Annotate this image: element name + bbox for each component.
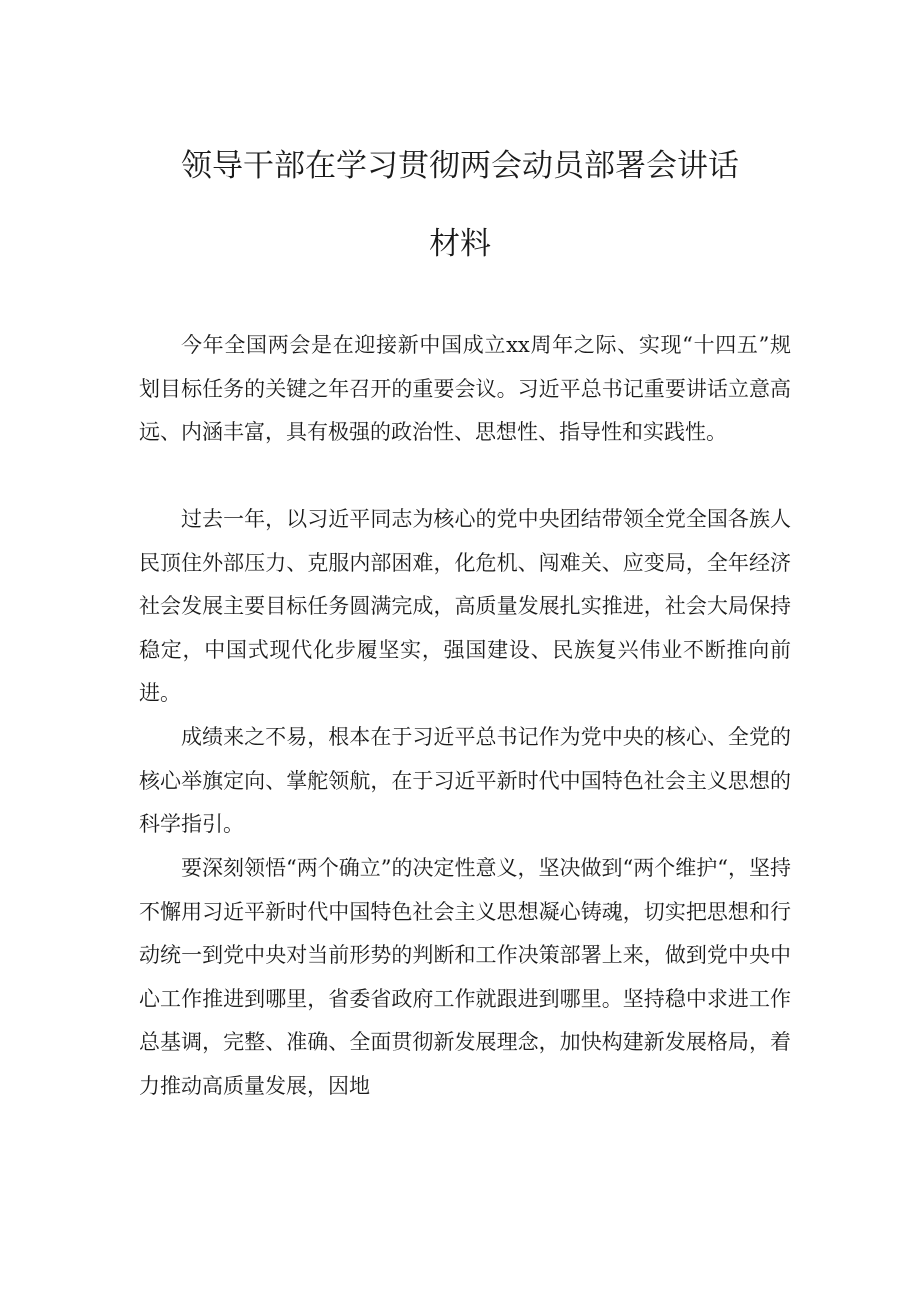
paragraph-2: 过去一年，以习近平同志为核心的党中央团结带领全党全国各族人民顶住外部压力、克服内部困难，化危机、闯难关、应变局，全年经济社会发展主要目标任务圆满完成，高质量发展扎实推进，社会大局保持稳定，中国式现代化步履坚实，强国建设、民族复兴伟业不断推向前进。 [139, 507, 791, 705]
document-title-line-1: 领导干部在学习贯彻两会动员部署会讲话 [181, 148, 739, 184]
paragraph-4: 要深刻领悟“两个确立”的决定性意义，坚决做到“两个维护“，坚持不懈用习近平新时代中国特色社会主义思想凝心铸魂，切实把思想和行动统一到党中央对当前形势的判断和工作决策部署上来，做到党中央中心工作推进到哪里，省委省政府工作就跟进到哪里。坚持稳中求进工作总基调，完整、准确、全面贯彻新发展理念，加快构建新发展格局，着力推动高质量发展，因地 [139, 856, 791, 1098]
paragraph-1: 今年全国两会是在迎接新中国成立xx周年之际、实现“十四五”规划目标任务的关键之年召开的重要会议。习近平总书记重要讲话立意高远、内涵丰富，具有极强的政治性、思想性、指导性和实践性。 [139, 333, 791, 444]
paragraph-3: 成绩来之不易，根本在于习近平总书记作为党中央的核心、全党的核心举旗定向、掌舵领航，在于习近平新时代中国特色社会主义思想的科学指引。 [139, 725, 791, 836]
document-title-line-2: 材料 [429, 226, 491, 262]
